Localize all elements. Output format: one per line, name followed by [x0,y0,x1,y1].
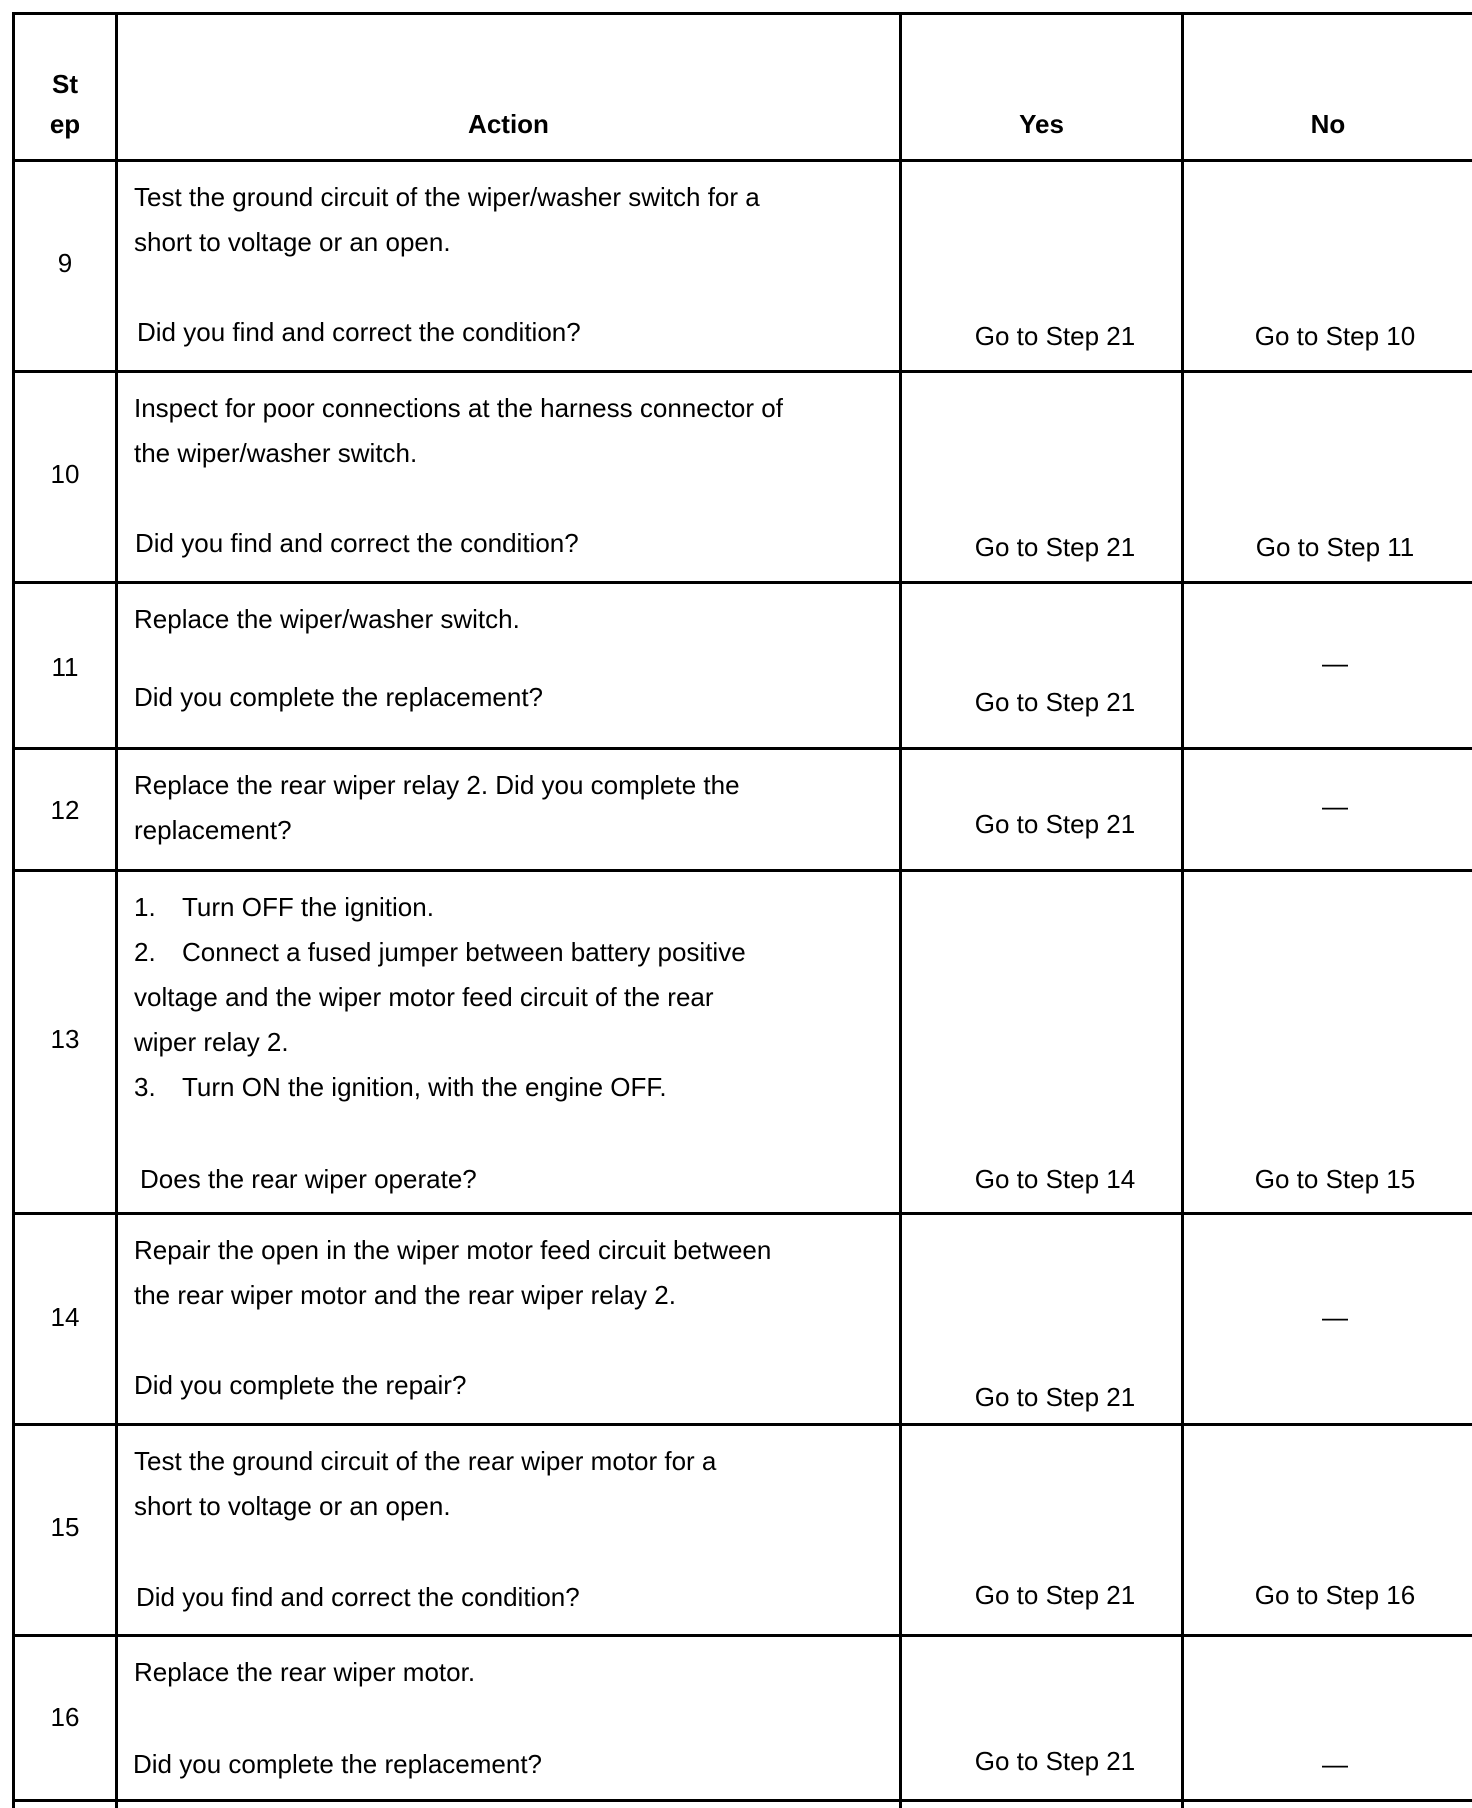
action-line: Inspect for poor connections at the harness connector of [134,393,783,423]
no-result: Go to Step 16 [1254,1580,1416,1610]
action-line: Replace the wiper/washer switch. [134,604,520,634]
action-text [134,1228,914,1318]
list-number: 2. [134,937,156,967]
step-number: 16 [50,1702,80,1732]
action-line: Repair the open in the wiper motor feed circuit between [134,1235,772,1265]
step-number: 14 [50,1302,80,1332]
action-line: voltage and the wiper motor feed circuit of the rear [134,982,714,1012]
action-line: Test the ground circuit of the wiper/washer switch for a [134,182,760,212]
header-no: No [1310,109,1346,139]
no-result: — [1322,791,1348,821]
no-result: — [1322,1749,1348,1779]
action-text [134,763,914,853]
table-border-bottom [12,1799,1472,1802]
question-text: Did you complete the replacement? [134,682,544,712]
list-text: Turn OFF the ignition. [182,892,434,922]
question-text: Does the rear wiper operate? [140,1164,477,1194]
row-divider [12,1634,1472,1637]
list-number: 3. [134,1072,156,1102]
step-number: 15 [50,1512,80,1542]
step-number: 9 [57,248,73,278]
yes-result: Go to Step 21 [974,687,1136,717]
list-item [134,1065,914,1110]
question-text: Did you find and correct the condition? [135,528,579,558]
action-text [134,597,914,642]
no-result: Go to Step 15 [1254,1164,1416,1194]
row-divider [12,159,1472,162]
row-divider [12,747,1472,750]
step-number: 11 [51,652,79,682]
row-divider [12,869,1472,872]
diagnostic-table [12,12,1472,1808]
header-step [15,64,115,144]
list-text: Turn ON the ignition, with the engine OFF. [182,1072,667,1102]
yes-result: Go to Step 21 [974,532,1136,562]
row-divider [12,581,1472,584]
header-action: Action [468,109,549,139]
action-line: Replace the rear wiper relay 2. Did you complete the [134,770,740,800]
yes-result: Go to Step 14 [974,1164,1136,1194]
action-line: the wiper/washer switch. [134,438,418,468]
question-text: Did you find and correct the condition? [136,1582,580,1612]
action-line: Replace the rear wiper motor. [134,1657,476,1687]
row-divider [12,1423,1472,1426]
action-text [134,386,914,476]
action-text [134,1650,914,1695]
list-item [134,930,914,975]
action-text [134,175,914,265]
action-line: short to voltage or an open. [134,227,451,257]
yes-result: Go to Step 21 [974,1580,1136,1610]
step-number: 10 [50,459,80,489]
no-result: Go to Step 11 [1255,532,1415,562]
action-text [134,885,914,1110]
header-step-line2: ep [49,109,81,139]
header-step-line1: St [52,69,78,99]
action-line: short to voltage or an open. [134,1491,451,1521]
no-result: Go to Step 10 [1254,321,1416,351]
question-text: Did you find and correct the condition? [137,317,581,347]
yes-result: Go to Step 21 [974,321,1136,351]
column-divider [1181,12,1184,1808]
list-number: 1. [134,892,156,922]
action-text [134,1439,914,1529]
yes-result: Go to Step 21 [974,1746,1136,1776]
step-number: 12 [50,795,80,825]
yes-result: Go to Step 21 [974,809,1136,839]
action-line: replacement? [134,815,292,845]
list-text: Connect a fused jumper between battery positive [182,937,746,967]
question-text: Did you complete the replacement? [133,1749,543,1779]
no-result: — [1322,648,1348,678]
column-divider [115,12,118,1808]
row-divider [12,370,1472,373]
header-yes: Yes [1019,109,1064,139]
list-item [134,885,914,930]
action-line: the rear wiper motor and the rear wiper relay 2. [134,1280,676,1310]
yes-result: Go to Step 21 [974,1382,1136,1412]
question-text: Did you complete the repair? [134,1370,467,1400]
step-number: 13 [50,1024,80,1054]
no-result: — [1322,1302,1348,1332]
action-line: wiper relay 2. [134,1027,289,1057]
table-border-top [12,12,1472,15]
row-divider [12,1212,1472,1215]
action-line: Test the ground circuit of the rear wiper motor for a [134,1446,717,1476]
